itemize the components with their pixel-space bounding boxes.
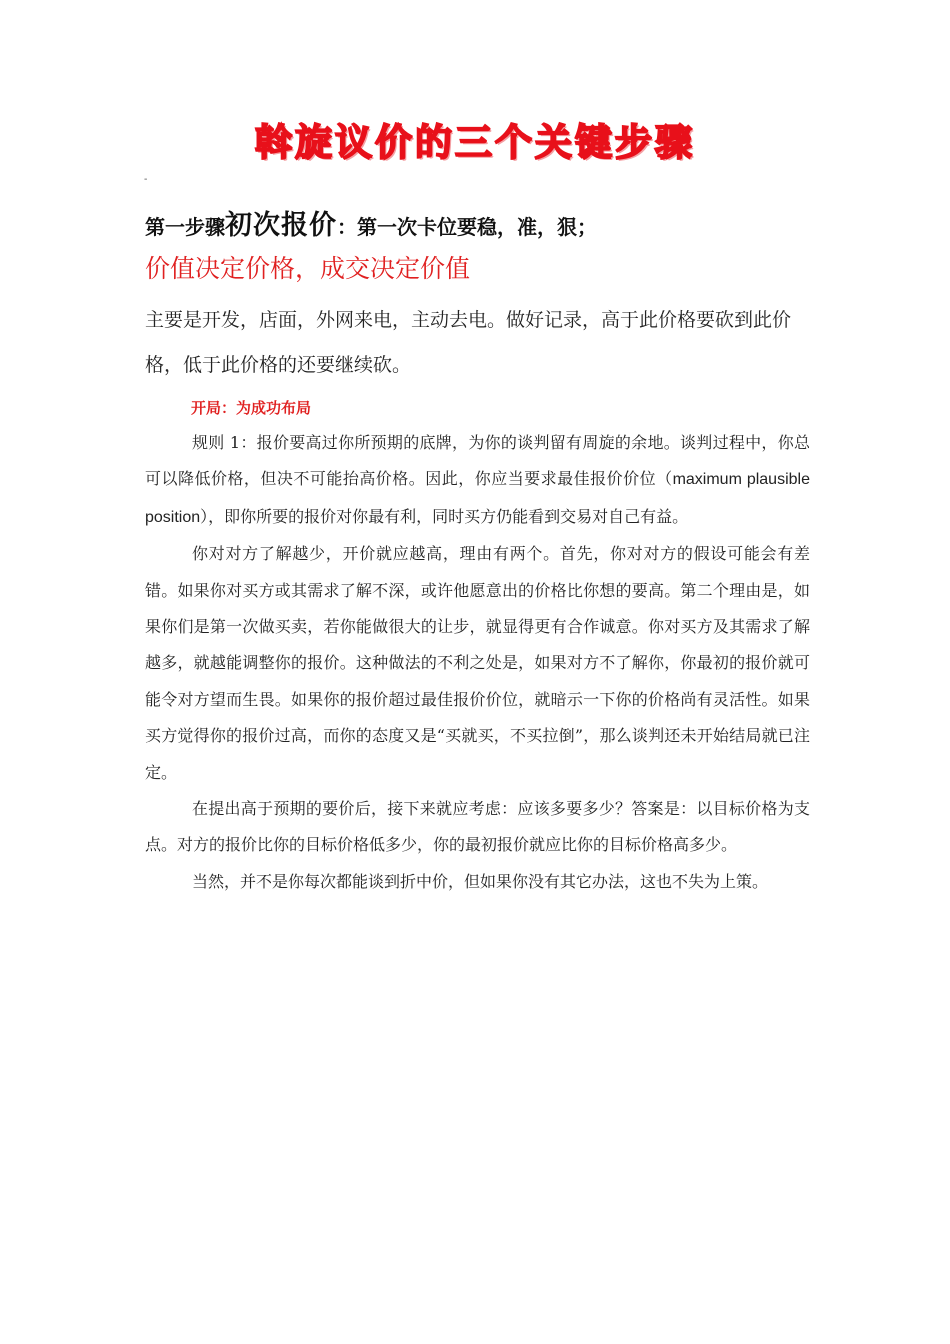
step-prefix: 第一步骤 xyxy=(145,215,225,239)
paragraph-rule-1-english-term: maximum plausible position xyxy=(145,471,810,526)
document-title: 斡旋议价的三个关键步骤 xyxy=(255,121,695,164)
paragraph-rule-1-part-a: 规则 1：报价要高过你所预期的底牌，为你的谈判留有周旋的余地。谈判过程中，你总可以降低价格，但决不可能抬高价格。因此，你应当要求最佳报价价位（ xyxy=(145,433,810,489)
dash-mark: - xyxy=(144,174,148,185)
section-label: 开局：为成功布局 xyxy=(191,399,312,417)
motto-line: 价值决定价格，成交决定价值 xyxy=(145,254,471,283)
paragraph-rule-1-part-b: ），即你所要的报价对你最有利，同时买方仍能看到交易对自己有益。 xyxy=(200,506,689,526)
step-colon: ： xyxy=(337,215,357,239)
paragraph-4: 当然，并不是你每次都能谈到折中价，但如果你没有其它办法，这也不失为上策。 xyxy=(192,871,769,891)
paragraph-3: 在提出高于预期的要价后，接下来就应考虑：应该多要多少？答案是：以目标价格为支点。对方的报价比你的目标价格低多少，你的最初报价就应比你的目标价格高多少。 xyxy=(145,799,810,855)
step-heading xyxy=(145,203,825,242)
step-keyword: 初次报价 xyxy=(225,210,337,241)
step-suffix: 第一次卡位要稳，准，狠； xyxy=(357,215,597,239)
body-text xyxy=(145,425,810,900)
paragraph-2: 你对对方了解越少，开价就应越高，理由有两个。首先，你对对方的假设可能会有差错。如果你对买方或其需求了解不深，或许他愿意出的价格比你想的要高。第二个理由是，如果你们是第一次做买卖，若你能做很大的让步，就显得更有合作诚意。你对买方及其需求了解越多，就越能调整你的报价。这种做法的不利之处是，如果对方不了解你，你最初的报价就可能令对方望而生畏。如果你的报价超过最佳报价价位，就暗示一下你的价格尚有灵活性。如果买方觉得你的报价过高，而你的态度又是“买就买，不买拉倒”，那么谈判还未开始结局就已注定。 xyxy=(145,544,810,782)
intro-paragraph: 主要是开发，店面，外网来电，主动去电。做好记录，高于此价格要砍到此价格，低于此价格的还要继续砍。 xyxy=(145,309,792,376)
paragraph-rule-1 xyxy=(145,425,810,536)
